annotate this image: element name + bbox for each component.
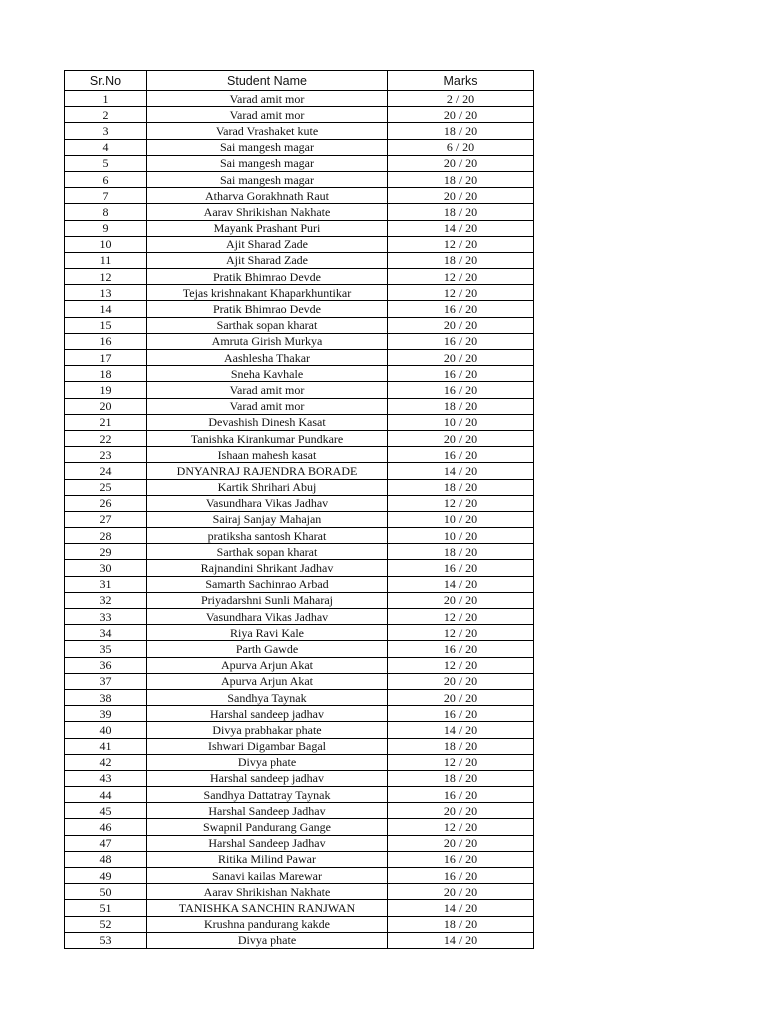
sr-no-cell: 21: [65, 414, 147, 430]
student-name-cell: DNYANRAJ RAJENDRA BORADE: [147, 463, 388, 479]
marks-cell: 18 / 20: [388, 398, 534, 414]
student-name-cell: Priyadarshni Sunli Maharaj: [147, 592, 388, 608]
sr-no-cell: 46: [65, 819, 147, 835]
student-name-cell: Amruta Girish Murkya: [147, 333, 388, 349]
sr-no-cell: 51: [65, 900, 147, 916]
student-name-cell: Apurva Arjun Akat: [147, 657, 388, 673]
sr-no-cell: 28: [65, 528, 147, 544]
table-row: [65, 932, 534, 948]
table-row: [65, 123, 534, 139]
table-row: [65, 916, 534, 932]
table-row: [65, 754, 534, 770]
table-row: [65, 770, 534, 786]
marks-cell: 16 / 20: [388, 706, 534, 722]
student-name-cell: Pratik Bhimrao Devde: [147, 269, 388, 285]
student-name-cell: Harshal Sandeep Jadhav: [147, 803, 388, 819]
marks-cell: 20 / 20: [388, 155, 534, 171]
table-row: [65, 414, 534, 430]
student-name-cell: Sai mangesh magar: [147, 139, 388, 155]
sr-no-cell: 23: [65, 447, 147, 463]
sr-no-cell: 13: [65, 285, 147, 301]
marks-cell: 12 / 20: [388, 495, 534, 511]
marks-cell: 10 / 20: [388, 414, 534, 430]
table-row: [65, 204, 534, 220]
marks-cell: 20 / 20: [388, 689, 534, 705]
table-row: [65, 269, 534, 285]
table-row: [65, 544, 534, 560]
table-row: [65, 560, 534, 576]
marks-cell: 18 / 20: [388, 544, 534, 560]
sr-no-cell: 43: [65, 770, 147, 786]
marks-cell: 20 / 20: [388, 835, 534, 851]
sr-no-cell: 17: [65, 350, 147, 366]
student-name-cell: Pratik Bhimrao Devde: [147, 301, 388, 317]
sr-no-cell: 18: [65, 366, 147, 382]
student-name-cell: Sai mangesh magar: [147, 171, 388, 187]
table-row: [65, 592, 534, 608]
sr-no-cell: 9: [65, 220, 147, 236]
marks-cell: 20 / 20: [388, 188, 534, 204]
student-name-cell: Ishwari Digambar Bagal: [147, 738, 388, 754]
marks-cell: 12 / 20: [388, 285, 534, 301]
sr-no-cell: 10: [65, 236, 147, 252]
student-name-cell: pratiksha santosh Kharat: [147, 528, 388, 544]
marks-cell: 12 / 20: [388, 269, 534, 285]
table-row: [65, 236, 534, 252]
marks-cell: 14 / 20: [388, 220, 534, 236]
student-name-cell: Parth Gawde: [147, 641, 388, 657]
marks-cell: 14 / 20: [388, 463, 534, 479]
student-name-cell: Ritika Milind Pawar: [147, 851, 388, 867]
marks-cell: 12 / 20: [388, 609, 534, 625]
student-name-cell: Tanishka Kirankumar Pundkare: [147, 430, 388, 446]
sr-no-cell: 11: [65, 252, 147, 268]
marks-cell: 16 / 20: [388, 851, 534, 867]
sr-no-cell: 25: [65, 479, 147, 495]
table-row: [65, 528, 534, 544]
sr-no-cell: 53: [65, 932, 147, 948]
marks-cell: 18 / 20: [388, 738, 534, 754]
marks-cell: 14 / 20: [388, 900, 534, 916]
table-row: [65, 447, 534, 463]
table-row: [65, 689, 534, 705]
marks-cell: 18 / 20: [388, 123, 534, 139]
sr-no-cell: 36: [65, 657, 147, 673]
marks-cell: 20 / 20: [388, 317, 534, 333]
table-row: [65, 722, 534, 738]
student-name-cell: Aarav Shrikishan Nakhate: [147, 884, 388, 900]
student-name-cell: Sanavi kailas Marewar: [147, 868, 388, 884]
sr-no-cell: 22: [65, 430, 147, 446]
table-row: [65, 495, 534, 511]
table-row: [65, 868, 534, 884]
marks-cell: 16 / 20: [388, 366, 534, 382]
student-name-cell: Tejas krishnakant Khaparkhuntikar: [147, 285, 388, 301]
marks-cell: 20 / 20: [388, 884, 534, 900]
student-name-cell: Sandhya Dattatray Taynak: [147, 787, 388, 803]
student-name-cell: Riya Ravi Kale: [147, 625, 388, 641]
marks-cell: 16 / 20: [388, 560, 534, 576]
table-row: [65, 641, 534, 657]
table-row: [65, 366, 534, 382]
sr-no-cell: 38: [65, 689, 147, 705]
marks-cell: 20 / 20: [388, 430, 534, 446]
table-row: [65, 301, 534, 317]
student-name-cell: Sneha Kavhale: [147, 366, 388, 382]
table-row: [65, 884, 534, 900]
sr-no-cell: 26: [65, 495, 147, 511]
student-name-cell: Swapnil Pandurang Gange: [147, 819, 388, 835]
sr-no-cell: 34: [65, 625, 147, 641]
table-row: [65, 900, 534, 916]
sr-no-cell: 27: [65, 511, 147, 527]
marks-cell: 16 / 20: [388, 301, 534, 317]
marks-cell: 16 / 20: [388, 382, 534, 398]
student-name-cell: Atharva Gorakhnath Raut: [147, 188, 388, 204]
table-row: [65, 317, 534, 333]
student-name-cell: Vasundhara Vikas Jadhav: [147, 495, 388, 511]
table-row: [65, 139, 534, 155]
sr-no-cell: 16: [65, 333, 147, 349]
marks-cell: 12 / 20: [388, 657, 534, 673]
marks-table: [64, 70, 534, 949]
table-row: [65, 738, 534, 754]
header-student-name: Student Name: [147, 71, 388, 91]
student-name-cell: Harshal Sandeep Jadhav: [147, 835, 388, 851]
sr-no-cell: 14: [65, 301, 147, 317]
table-row: [65, 511, 534, 527]
sr-no-cell: 5: [65, 155, 147, 171]
sr-no-cell: 30: [65, 560, 147, 576]
header-sr-no: Sr.No: [65, 71, 147, 91]
table-row: [65, 252, 534, 268]
student-name-cell: Varad amit mor: [147, 398, 388, 414]
marks-cell: 10 / 20: [388, 528, 534, 544]
table-row: [65, 673, 534, 689]
marks-cell: 16 / 20: [388, 447, 534, 463]
table-row: [65, 107, 534, 123]
student-name-cell: Sandhya Taynak: [147, 689, 388, 705]
marks-cell: 16 / 20: [388, 787, 534, 803]
student-name-cell: Divya prabhakar phate: [147, 722, 388, 738]
marks-cell: 12 / 20: [388, 236, 534, 252]
table-row: [65, 91, 534, 107]
student-name-cell: Samarth Sachinrao Arbad: [147, 576, 388, 592]
table-row: [65, 819, 534, 835]
sr-no-cell: 32: [65, 592, 147, 608]
sr-no-cell: 48: [65, 851, 147, 867]
sr-no-cell: 3: [65, 123, 147, 139]
sr-no-cell: 33: [65, 609, 147, 625]
student-name-cell: Harshal sandeep jadhav: [147, 770, 388, 786]
student-name-cell: Divya phate: [147, 754, 388, 770]
table-row: [65, 576, 534, 592]
sr-no-cell: 6: [65, 171, 147, 187]
sr-no-cell: 42: [65, 754, 147, 770]
table-row: [65, 430, 534, 446]
table-row: [65, 787, 534, 803]
marks-cell: 14 / 20: [388, 932, 534, 948]
marks-cell: 20 / 20: [388, 673, 534, 689]
student-name-cell: Mayank Prashant Puri: [147, 220, 388, 236]
student-name-cell: Ajit Sharad Zade: [147, 252, 388, 268]
marks-cell: 14 / 20: [388, 722, 534, 738]
marks-cell: 20 / 20: [388, 592, 534, 608]
student-name-cell: Kartik Shrihari Abuj: [147, 479, 388, 495]
marks-cell: 18 / 20: [388, 770, 534, 786]
student-name-cell: Varad amit mor: [147, 382, 388, 398]
student-name-cell: Ajit Sharad Zade: [147, 236, 388, 252]
sr-no-cell: 35: [65, 641, 147, 657]
table-row: [65, 155, 534, 171]
sr-no-cell: 44: [65, 787, 147, 803]
marks-cell: 18 / 20: [388, 204, 534, 220]
sr-no-cell: 45: [65, 803, 147, 819]
header-marks: Marks: [388, 71, 534, 91]
sr-no-cell: 12: [65, 269, 147, 285]
student-name-cell: Aashlesha Thakar: [147, 350, 388, 366]
marks-cell: 12 / 20: [388, 754, 534, 770]
marks-cell: 16 / 20: [388, 641, 534, 657]
student-name-cell: Varad Vrashaket kute: [147, 123, 388, 139]
table-row: [65, 625, 534, 641]
sr-no-cell: 19: [65, 382, 147, 398]
table-row: [65, 835, 534, 851]
table-row: [65, 463, 534, 479]
table-row: [65, 851, 534, 867]
table-row: [65, 803, 534, 819]
marks-cell: 20 / 20: [388, 350, 534, 366]
marks-cell: 20 / 20: [388, 803, 534, 819]
sr-no-cell: 50: [65, 884, 147, 900]
student-name-cell: Rajnandini Shrikant Jadhav: [147, 560, 388, 576]
table-row: [65, 382, 534, 398]
student-name-cell: Sarthak sopan kharat: [147, 544, 388, 560]
table-row: [65, 333, 534, 349]
sr-no-cell: 31: [65, 576, 147, 592]
sr-no-cell: 7: [65, 188, 147, 204]
student-name-cell: Harshal sandeep jadhav: [147, 706, 388, 722]
sr-no-cell: 49: [65, 868, 147, 884]
marks-cell: 10 / 20: [388, 511, 534, 527]
table-row: [65, 285, 534, 301]
sr-no-cell: 41: [65, 738, 147, 754]
sr-no-cell: 4: [65, 139, 147, 155]
marks-cell: 18 / 20: [388, 916, 534, 932]
table-row: [65, 171, 534, 187]
sr-no-cell: 1: [65, 91, 147, 107]
marks-cell: 2 / 20: [388, 91, 534, 107]
marks-cell: 18 / 20: [388, 479, 534, 495]
table-row: [65, 220, 534, 236]
marks-cell: 14 / 20: [388, 576, 534, 592]
sr-no-cell: 52: [65, 916, 147, 932]
marks-cell: 6 / 20: [388, 139, 534, 155]
table-row: [65, 609, 534, 625]
sr-no-cell: 47: [65, 835, 147, 851]
student-name-cell: Sarthak sopan kharat: [147, 317, 388, 333]
student-name-cell: Varad amit mor: [147, 107, 388, 123]
sr-no-cell: 39: [65, 706, 147, 722]
student-name-cell: Sairaj Sanjay Mahajan: [147, 511, 388, 527]
sr-no-cell: 8: [65, 204, 147, 220]
table-row: [65, 657, 534, 673]
marks-cell: 20 / 20: [388, 107, 534, 123]
student-name-cell: Varad amit mor: [147, 91, 388, 107]
table-row: [65, 398, 534, 414]
student-name-cell: Divya phate: [147, 932, 388, 948]
sr-no-cell: 24: [65, 463, 147, 479]
table-row: [65, 350, 534, 366]
table-row: [65, 188, 534, 204]
marks-cell: 18 / 20: [388, 252, 534, 268]
student-name-cell: Devashish Dinesh Kasat: [147, 414, 388, 430]
sr-no-cell: 37: [65, 673, 147, 689]
student-name-cell: Krushna pandurang kakde: [147, 916, 388, 932]
marks-cell: 16 / 20: [388, 868, 534, 884]
student-name-cell: Aarav Shrikishan Nakhate: [147, 204, 388, 220]
table-row: [65, 706, 534, 722]
marks-cell: 18 / 20: [388, 171, 534, 187]
header-row: [65, 71, 534, 91]
table-row: [65, 479, 534, 495]
marks-cell: 12 / 20: [388, 819, 534, 835]
student-name-cell: TANISHKA SANCHIN RANJWAN: [147, 900, 388, 916]
student-name-cell: Ishaan mahesh kasat: [147, 447, 388, 463]
sr-no-cell: 20: [65, 398, 147, 414]
sr-no-cell: 2: [65, 107, 147, 123]
sr-no-cell: 29: [65, 544, 147, 560]
marks-cell: 16 / 20: [388, 333, 534, 349]
sr-no-cell: 40: [65, 722, 147, 738]
student-name-cell: Apurva Arjun Akat: [147, 673, 388, 689]
student-name-cell: Sai mangesh magar: [147, 155, 388, 171]
sr-no-cell: 15: [65, 317, 147, 333]
student-name-cell: Vasundhara Vikas Jadhav: [147, 609, 388, 625]
marks-cell: 12 / 20: [388, 625, 534, 641]
